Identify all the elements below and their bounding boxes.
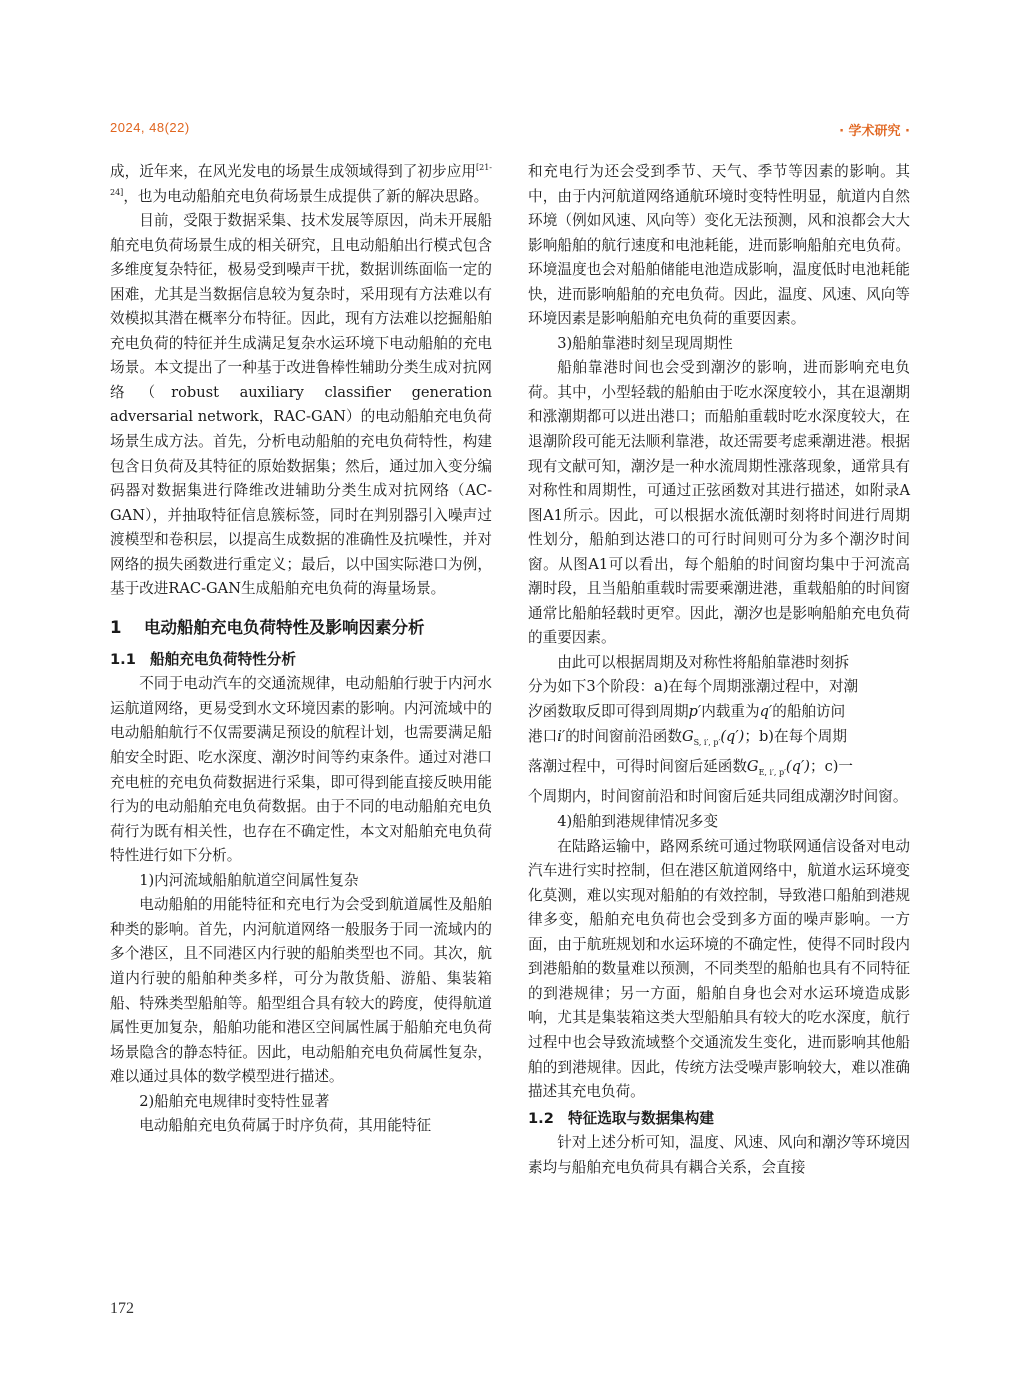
- paragraph: 电动船舶充电负荷属于时序负荷，其用能特征: [139, 1117, 432, 1135]
- text-span: 的时间窗前沿函数: [565, 727, 682, 745]
- math-argument: (q′): [785, 758, 810, 776]
- subsection-title: 特征选取与数据集构建: [568, 1109, 714, 1127]
- paragraph: 船舶靠港时间也会受到潮汐的影响，进而影响充电负荷。其中，小型轻载的船舶由于吃水深度较小，其在退潮期和涨潮期都可以进出港口；而船舶重载时吃水深度较大，在退潮阶段可能无法顺利靠港，故还需要考虑乘潮进港。根据现有文献可知，潮汐是一种水流周期性涨落现象，通常具有对称性和周期性，可通过正弦函数对其进行描述，如附录A图A1所示。因此，可以根据水流低潮时刻将时间进行周期性划分，船舶到达港口的可行时间则可分为多个潮汐时间窗。从图A1可以看出，每个船舶的时间窗均集中于河流高潮时段，且当船舶重载时需要乘潮进港，重载船舶的时间窗通常比船舶轻载时更窄。因此，潮汐也是影响船舶充电负荷的重要因素。: [528, 359, 910, 647]
- math-letter: G: [681, 727, 694, 745]
- paragraph-line: 分为如下3个阶段：a)在每个周期涨潮过程中，对潮: [528, 678, 859, 696]
- list-item: 4)船舶到港规律情况多变: [557, 813, 719, 831]
- paragraph: 和充电行为还会受到季节、天气、季节等因素的影响。其中，由于内河航道网络通航环境时变特性明显，航道内自然环境（例如风速、风向等）变化无法预测，风和浪都会大大影响船舶的航行速度和电池耗能，进而影响船舶充电负荷。环境温度也会对船舶储能电池造成影响，温度低时电池耗能快，进而影响船舶的充电负荷。因此，温度、风速、风向等环境因素是影响船舶充电负荷的重要因素。: [528, 163, 910, 328]
- text-span: 成，近年来，在风光发电的场景生成领域得到了初步应用: [110, 163, 476, 180]
- text-span: ，也为电动船舶充电负荷场景生成提供了新的解决思路。: [123, 187, 489, 205]
- paragraph: [110, 160, 492, 209]
- section-title: 电动船舶充电负荷特性及影响因素分析: [144, 617, 425, 637]
- math-subscript: E, i′, p′: [758, 767, 786, 777]
- math-subscript: S, i′, p′: [693, 737, 721, 747]
- text-span: 落潮过程中，可得时间窗后延函数: [528, 758, 747, 776]
- list-item: 2)船舶充电规律时变特性显著: [139, 1092, 330, 1110]
- subsection-number: 1.2: [528, 1109, 554, 1127]
- paragraph-line: [528, 700, 910, 725]
- list-item: 1)内河流域船舶航道空间属性复杂: [139, 871, 359, 889]
- subsection-number: 1.1: [110, 650, 136, 668]
- math-function: [747, 758, 810, 775]
- text-span: 的船舶访问: [772, 703, 846, 721]
- paragraph: 在陆路运输中，路网系统可通过物联网通信设备对电动汽车进行实时控制，但在港区航道网络中，航道水运环境变化莫测，难以实现对船舶的有效控制，导致港口船舶到港规律多变，船舶充电负荷也会受到多方面的噪声影响。一方面，由于航班规划和水运环境的不确定性，使得不同时段内到港船舶的数量难以预测，不同类型的船舶也具有不同特征的到港规律；另一方面，船舶自身也会对水运环境造成影响，尤其是集装箱这类大型船舶具有较大的吃水深度，航行过程中也会导致流域整个交通流发生变化，进而影响其他船舶的到港规律。因此，传统方法受噪声影响较大，难以准确描述其充电负荷。: [528, 837, 910, 1101]
- subsection-heading: [110, 648, 492, 673]
- citation: [21-24]: [110, 163, 492, 197]
- math-letter: G: [746, 758, 759, 776]
- math-symbol: p′: [688, 703, 702, 721]
- paragraph-line: 由此可以根据周期及对称性将船舶靠港时刻拆: [557, 653, 850, 671]
- list-item: 3)船舶靠港时刻呈现周期性: [557, 334, 733, 352]
- text-span: 汐函数取反即可得到周期: [528, 703, 689, 721]
- paragraph: 电动船舶的用能特征和充电行为会受到航道属性及船舶种类的影响。首先，内河航道网络一般服务于同一流域内的多个港区，且不同港区内行驶的船舶类型也不同。其次，航道内行驶的船舶种类多样，可分为散货船、游船、集装箱船、特殊类型船舶等。船型组合具有较大的跨度，使得航道属性更加复杂，船舶功能和港区空间属性属于船舶充电负荷场景隐含的静态特征。因此，电动船舶充电负荷属性复杂，难以通过具体的数学模型进行描述。: [110, 896, 492, 1086]
- text-span: 内载重为: [701, 703, 760, 721]
- paragraph: 目前，受限于数据采集、技术发展等原因，尚未开展船舶充电负荷场景生成的相关研究，且电动船舶出行模式包含多维度复杂特征，极易受到噪声干扰，数据训练面临一定的困难，尤其是当数据信息较为复杂时，采用现有方法难以有效模拟其潜在概率分布特征。因此，现有方法难以挖掘船舶充电负荷的特征并生成满足复杂水运环境下电动船舶的充电场景。本文提出了一种基于改进鲁棒性辅助分类生成对抗网络（robust auxiliary classifier generation adversarial network，RAC-GAN）的电动船舶充电负荷场景生成方法。首先，分析电动船舶的充电负荷特性，构建包含日负荷及其特征的原始数据集；然后，通过加入变分编码器对数据集进行降维改进辅助分类生成对抗网络（AC-GAN），并抽取特征信息簇标签，同时在判别器引入噪声过渡模型和卷积层，以提高生成数据的准确性及抗噪性，并对网络的损失函数进行重定义；最后，以中国实际港口为例，基于改进RAC-GAN生成船舶充电负荷的海量场景。: [110, 212, 492, 598]
- journal-issue: 2024, 48(22): [110, 120, 190, 135]
- right-column: [528, 160, 910, 1180]
- math-symbol: i′: [557, 727, 566, 745]
- text-span: ；b)在每个周期: [744, 727, 847, 745]
- paragraph-line: [528, 755, 910, 785]
- paragraph: 个周期内，时间窗前沿和时间窗后延共同组成潮汐时间窗。: [528, 788, 908, 806]
- text-span: 港口: [528, 727, 558, 745]
- math-function: [682, 728, 744, 745]
- subsection-title: 船舶充电负荷特性分析: [150, 650, 296, 668]
- subsection-heading: [528, 1107, 910, 1132]
- math-argument: (q′): [720, 727, 745, 745]
- text-span: ；c)一: [809, 758, 854, 776]
- paragraph: 不同于电动汽车的交通流规律，电动船舶行驶于内河水运航道网络，更易受到水文环境因素的影响。内河流域中的电动船舶航行不仅需要满足预设的航程计划，也需要满足船舶安全时距、吃水深度、潮汐时间等约束条件。通过对港口充电桩的充电负荷数据进行采集，即可得到能直接反映用能行为的电动船舶充电负荷数据。由于不同的电动船舶充电负荷行为既有相关性，也存在不确定性，本文对船舶充电负荷特性进行如下分析。: [110, 675, 492, 865]
- section-number: 1: [110, 617, 122, 637]
- section-label: · 学术研究 ·: [839, 124, 910, 139]
- page-number: 172: [110, 1300, 134, 1317]
- left-column: [110, 160, 492, 1139]
- section-heading: [110, 616, 492, 640]
- math-symbol: q′: [759, 703, 773, 721]
- paragraph: 针对上述分析可知，温度、风速、风向和潮汐等环境因素均与船舶充电负荷具有耦合关系，会直接: [528, 1134, 910, 1176]
- paragraph-line: [528, 725, 910, 755]
